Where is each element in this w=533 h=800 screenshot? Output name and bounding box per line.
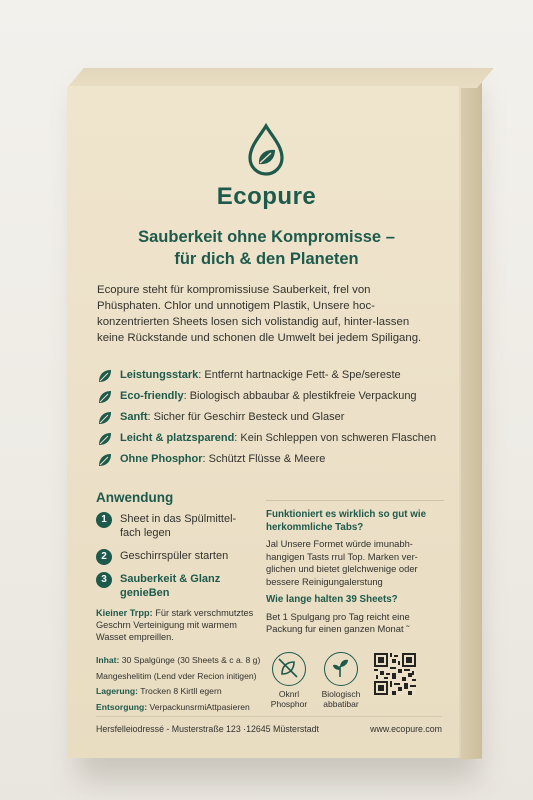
tip-label: Kieiner Trpp: <box>96 608 153 618</box>
headline-line-2: für dich & den Planeten <box>174 250 359 268</box>
intro-text: Ecopure steht für kompromissiuse Sauberkeit, frel von Phüsphaten. Chlor und unnotigem Plastik, Unsere hoc-konzentrierten Sheets losen sich volistandig auf, hinter-lassen keine Rückstande und schonen dle Umwelt bei jedem Spiligang. <box>97 284 422 344</box>
product-info <box>96 655 266 717</box>
website-link[interactable]: www.ecopure.com <box>370 724 442 734</box>
brand-name: Ecopure <box>216 183 317 210</box>
storage-line <box>96 686 266 698</box>
step-text: Geschirrspüler starten <box>120 550 229 562</box>
faq-answer: Jal Unsere Formet würde imunabh-hangigen Tasts rrul Top. Marken ver-glichen und bietet glelchwenige oder bessere Reinigungalerstung <box>266 538 418 587</box>
footer <box>96 724 442 734</box>
durability-line: Mangeshelitim (Lend vder Recion initigen) <box>96 670 257 681</box>
tip <box>96 607 261 643</box>
no-phosphor-icon <box>272 652 306 686</box>
feature-title: Leicht & platzsparend <box>120 432 235 444</box>
faq-section <box>266 500 444 642</box>
contents-line <box>96 655 266 667</box>
feature-item <box>96 452 440 467</box>
box-side-panel <box>460 78 482 760</box>
leaf-icon <box>98 432 112 446</box>
usage-step <box>96 549 256 563</box>
leaf-icon <box>98 453 112 467</box>
manufacturer-address: Hersfelleiodressé - Musterstraße 123 ·12645 Müsterstadt <box>96 724 319 734</box>
step-text: Sauberkeit & Glanz genieBen <box>120 573 221 599</box>
usage-steps <box>96 512 256 609</box>
qr-code[interactable] <box>374 653 416 695</box>
badge-label: Oknrl Phosphor <box>270 689 308 709</box>
feature-text: : Entfernt hartnackige Fett- & Spe/sereste <box>198 369 401 381</box>
usage-step <box>96 572 256 600</box>
leaf-icon <box>98 369 112 383</box>
faq-answer: Bet 1 Spulgang pro Tag reicht eine Packung fur einen ganzen Monat ˜ <box>266 610 410 634</box>
water-drop-leaf-icon <box>234 120 298 184</box>
headline <box>90 226 443 270</box>
disposal-text: VerpackunsrmiAttpasieren <box>147 701 250 712</box>
badge-label: Biologisch abbatibar <box>321 689 361 709</box>
disposal-label: Entsorgung: <box>96 701 148 712</box>
feature-item <box>96 368 440 383</box>
contents-text: 30 Spalgünge (30 Sheets & c a. 8 g) <box>119 655 261 665</box>
feature-title: Sanft <box>120 411 148 423</box>
storage-text: Trocken 8 Kirtll egern <box>138 686 222 696</box>
usage-step <box>96 512 256 540</box>
box-top-panel <box>67 68 494 88</box>
faq-question: Funktioniert es wirklich so gut wie herkommliche Tabs? <box>266 509 427 533</box>
feature-list <box>96 368 440 473</box>
leaf-icon <box>98 411 112 425</box>
tip-text: Für stark verschmutztes Geschrn Verteinigung mit warmem Wasset empreillen. <box>96 608 254 642</box>
headline-line-1: Sauberkeit ohne Kompromisse – <box>138 228 395 246</box>
feature-title: Ohne Phosphor <box>120 453 203 465</box>
feature-text: : Kein Schleppen von schweren Flaschen <box>234 432 437 444</box>
faq-divider <box>266 500 444 501</box>
badge-biodegradable <box>316 652 366 709</box>
footer-divider <box>96 716 442 717</box>
feature-item <box>96 410 440 425</box>
sprout-icon <box>324 652 358 686</box>
disposal-line <box>96 702 266 714</box>
feature-text: : Biologisch abbaubar & plestikfreie Verpackung <box>183 390 417 402</box>
step-number: 3 <box>96 572 112 588</box>
step-number: 2 <box>96 549 112 565</box>
leaf-icon <box>98 390 112 404</box>
step-number: 1 <box>96 512 112 528</box>
feature-item <box>96 389 440 404</box>
contents-label: Inhat: <box>96 655 120 665</box>
feature-title: Leistungsstark <box>120 369 199 381</box>
storage-label: Lagerung: <box>96 686 139 696</box>
feature-text: : Schützt Flüsse & Meere <box>202 453 326 465</box>
badge-no-phosphor <box>266 652 312 709</box>
feature-title: Eco-friendly <box>120 390 184 402</box>
step-text: Sheet in das Spülmittel-fach legen <box>120 513 237 539</box>
feature-text: : Sicher für Geschirr Besteck und Glaser <box>147 411 345 423</box>
faq-question: Wie lange halten 39 Sheets? <box>266 594 398 605</box>
feature-item <box>96 431 440 446</box>
usage-title: Anwendung <box>96 490 174 505</box>
